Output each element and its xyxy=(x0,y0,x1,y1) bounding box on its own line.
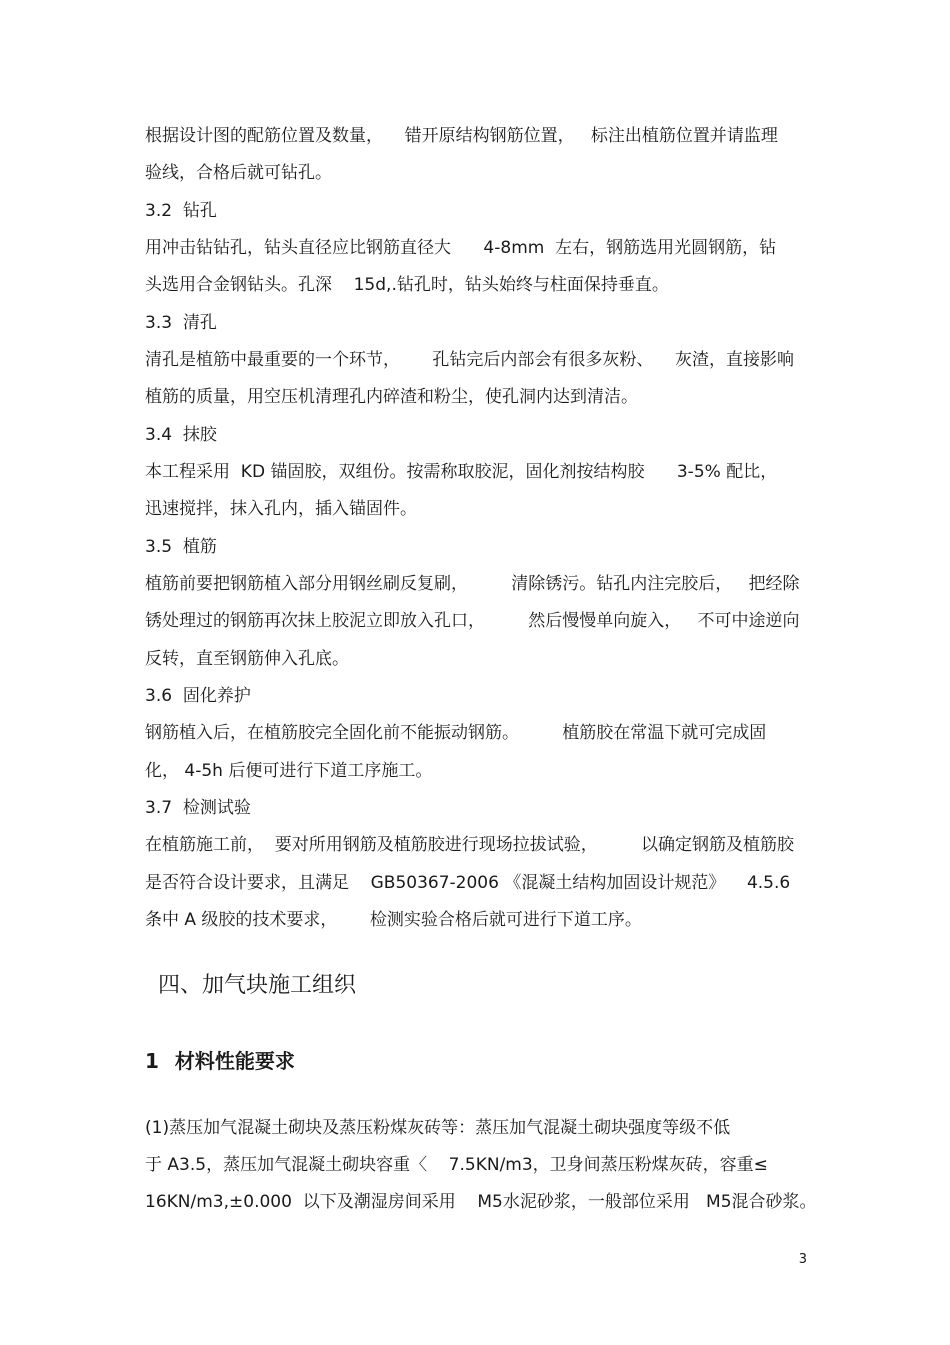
body-text-line: 清孔是植筋中最重要的一个环节， 孔钻完后内部会有很多灰粉、 灰渣，直接影响 xyxy=(145,350,795,370)
body-text-line: 化， 4-5h 后便可进行下道工序施工。 xyxy=(145,761,433,781)
body-text-line: 反转，直至钢筋伸入孔底。 xyxy=(145,649,349,669)
body-text-line: 植筋的质量，用空压机清理孔内碎渣和粉尘，使孔洞内达到清洁。 xyxy=(145,387,638,407)
page-number: 3 xyxy=(798,1252,807,1267)
body-text-line: 植筋前要把钢筋植入部分用钢丝刷反复刷， 清除锈污。钻孔内注完胶后， 把经除 xyxy=(145,574,800,594)
body-text-line: 迅速搅拌，抹入孔内，插入锚固件。 xyxy=(145,499,417,519)
body-text-line: 头选用合金钢钻头。孔深 15d,.钻孔时，钻头始终与柱面保持垂直。 xyxy=(145,275,669,295)
body-text-line: 根据设计图的配筋位置及数量， 错开原结构钢筋位置， 标注出植筋位置并请监理 xyxy=(145,126,778,146)
body-text-line: 条中 A 级胶的技术要求， 检测实验合格后就可进行下道工序。 xyxy=(145,910,642,930)
body-text-line: 16KN/m3,±0.000 以下及潮湿房间采用 M5水泥砂浆，一般部位采用 M5混合砂浆。 xyxy=(145,1192,817,1212)
section-heading-3-7: 3.7 检测试验 xyxy=(145,798,251,818)
body-text-line: 于 A3.5，蒸压加气混凝土砌块容重〈 7.5KN/m3，卫身间蒸压粉煤灰砖，容重≤ xyxy=(145,1155,768,1175)
section-heading-3-2: 3.2 钻孔 xyxy=(145,201,217,221)
body-text-line: (1)蒸压加气混凝土砌块及蒸压粉煤灰砖等：蒸压加气混凝土砌块强度等级不低 xyxy=(145,1118,731,1138)
section-heading-3-5: 3.5 植筋 xyxy=(145,537,217,557)
section-heading-3-4: 3.4 抹胶 xyxy=(145,425,217,445)
body-text-line: 验线，合格后就可钻孔。 xyxy=(145,163,332,183)
body-text-line: 用冲击钻钻孔，钻头直径应比钢筋直径大 4-8mm 左右，钢筋选用光圆钢筋，钻 xyxy=(145,238,777,258)
body-text-line: 锈处理过的钢筋再次抹上胶泥立即放入孔口， 然后慢慢单向旋入， 不可中途逆向 xyxy=(145,611,800,631)
subsection-title xyxy=(145,1048,295,1074)
body-text-line: 钢筋植入后，在植筋胶完全固化前不能振动钢筋。 植筋胶在常温下就可完成固 xyxy=(145,723,767,743)
subsection-number: 1 xyxy=(145,1049,159,1073)
body-text-line: 是否符合设计要求，且满足 GB50367-2006 《混凝土结构加固设计规范》 4.5.6 xyxy=(145,873,791,893)
body-text-line: 在植筋施工前， 要对所用钢筋及植筋胶进行现场拉拔试验， 以确定钢筋及植筋胶 xyxy=(145,835,795,855)
section-heading-3-3: 3.3 清孔 xyxy=(145,313,217,333)
section-heading-3-6: 3.6 固化养护 xyxy=(145,686,251,706)
subsection-title-text: 材料性能要求 xyxy=(174,1049,295,1073)
chapter-title: 四、加气块施工组织 xyxy=(158,973,357,998)
body-text-line: 本工程采用 KD 锚固胶，双组份。按需称取胶泥，固化剂按结构胶 3-5% 配比， xyxy=(145,462,778,482)
